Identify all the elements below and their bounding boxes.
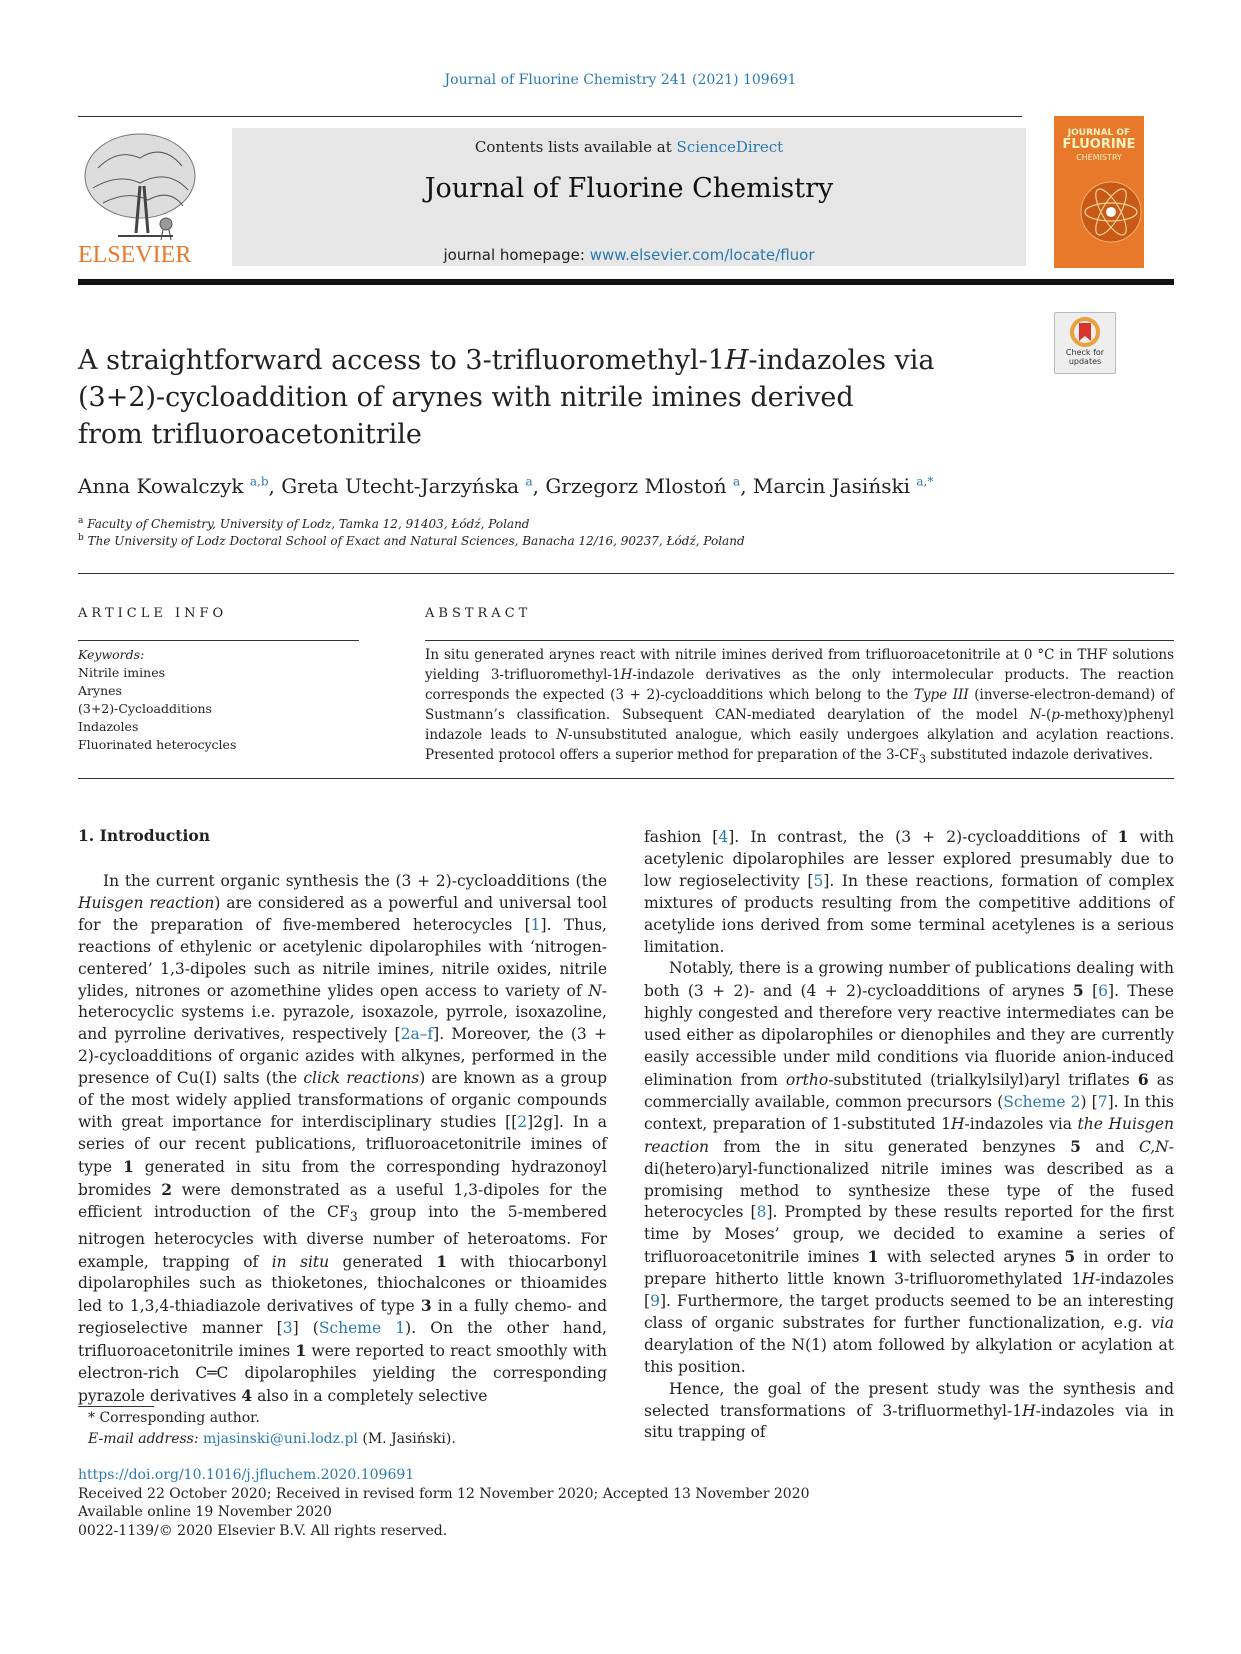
- citation-link[interactable]: 7: [1097, 1092, 1108, 1111]
- journal-cover-image[interactable]: [1054, 116, 1144, 268]
- check-for-updates-badge[interactable]: [1054, 312, 1116, 374]
- check-updates-text: [1055, 348, 1115, 366]
- sciencedirect-link[interactable]: ScienceDirect: [676, 138, 784, 156]
- contents-available-line: [232, 138, 1026, 156]
- footnote-mark: *: [88, 1410, 95, 1426]
- keyword: Fluorinated heterocycles: [78, 737, 237, 752]
- title-line-1a: A straightforward access to 3-trifluoromethyl-1: [78, 345, 725, 376]
- abstract-heading: ABSTRACT: [425, 606, 532, 621]
- article-info-heading: ARTICLE INFO: [78, 606, 228, 621]
- citation-link[interactable]: 8: [756, 1203, 767, 1222]
- citation-link[interactable]: 2: [517, 1112, 528, 1131]
- homepage-prefix: journal homepage:: [443, 246, 590, 264]
- divider: [78, 640, 359, 641]
- affiliation-text: The University of Lodz Doctoral School of Exact and Natural Sciences, Banacha 12/16, 90237, Łódź, Poland: [87, 534, 745, 548]
- keyword: Nitrile imines: [78, 665, 166, 680]
- title-italic-h: H: [724, 345, 749, 376]
- divider: [78, 778, 1174, 779]
- section-heading: 1. Introduction: [78, 826, 210, 845]
- paragraph: Hence, the goal of the present study was the synthesis and selected transformations of 3-trifluormethyl-1H-indazoles via in situ trapping of: [644, 1379, 1175, 1442]
- header-thick-rule: [78, 279, 1174, 285]
- keyword: Indazoles: [78, 719, 139, 734]
- elsevier-tree-icon: [78, 128, 202, 268]
- keywords-list: [78, 646, 236, 754]
- author-affil-sup[interactable]: a: [525, 474, 533, 489]
- doi-link[interactable]: https://doi.org/10.1016/j.jfluchem.2020.109691: [78, 1467, 415, 1483]
- available-online-date: Available online 19 November 2020: [78, 1504, 332, 1520]
- author-separator: ,: [740, 474, 753, 498]
- publication-info: [78, 1466, 810, 1540]
- author-affil-sup[interactable]: a,: [916, 474, 928, 489]
- paragraph: fashion [4]. In contrast, the (3 + 2)-cycloadditions of 1 with acetylenic dipolarophiles are lesser explored presumably due to low regioselectivity [5]. In these reactions, formation of complex mixtures of products resulting from the competitive additions of acetylide ions derived from some terminal acetylenes is a serious limitation.: [644, 827, 1175, 956]
- divider: [78, 573, 1174, 574]
- citation-link[interactable]: 1: [530, 915, 541, 934]
- keywords-label: Keywords:: [78, 647, 145, 662]
- title-line-3: from trifluoroacetonitrile: [78, 419, 422, 450]
- affiliation-label: b: [78, 533, 84, 543]
- body-column-right: [644, 826, 1174, 1444]
- publisher-logo-text: ELSEVIER: [78, 242, 192, 268]
- author-separator: ,: [532, 474, 546, 498]
- journal-title: Journal of Fluorine Chemistry: [424, 173, 834, 204]
- homepage-link[interactable]: www.elsevier.com/locate/fluor: [589, 246, 815, 264]
- title-line-2: (3+2)-cycloaddition of arynes with nitrile imines derived: [78, 382, 854, 413]
- divider: [425, 640, 1174, 641]
- email-owner: (M. Jasiński).: [357, 1431, 456, 1447]
- bookmark-icon: [1055, 315, 1115, 349]
- article-title: [78, 342, 978, 453]
- abstract-text: In situ generated arynes react with nitrile imines derived from trifluoroacetonitrile at 0 °C in THF solutions yielding 3-trifluoromethyl-1H-indazole derivatives as the only intermolecular products. The reaction corresponds the expected (3 + 2)-cycloadditions which belong to the Type III (inverse-electron-demand) of Sustmann’s classification. Subsequent CAN-mediated dearylation of the model N-(p-methoxy)phenyl indazole leads to N-unsubstituted analogue, which easily undergoes alkylation and acylation reactions. Presented protocol offers a superior method for preparation of the $3-CF_3$ substituted indazole derivatives.: [425, 647, 1174, 766]
- elsevier-logo: [78, 128, 202, 268]
- paragraph: In the current organic synthesis the (3 + 2)-cycloadditions (the Huisgen reaction) are considered as a powerful and universal tool for the preparation of five-membered heterocycles [1]. Thus, reactions of ethylenic or acetylenic dipolarophiles with ‘nitrogen-centered’ 1,3-dipoles such as nitrile imines, nitrile oxides, nitrile ylides, nitrones or azomethine ylides open access to variety of N-heterocyclic systems i.e. pyrazole, isoxazole, pyrrole, isoxazoline, and pyrroline derivatives, respectively [2a–f]. Moreover, the (3 + 2)-cycloadditions of organic azides with alkynes, performed in the presence of Cu(I) salts (the click reactions) are known as a group of the most widely applied transformations of organic compounds with great importance for interdisciplinary studies [[2]2g]. In a series of our recent publications, trifluoroacetonitrile imines of type 1 generated in situ from the corresponding hydrazonoyl bromides 2 were demonstrated as a useful 1,3-dipoles for the efficient introduction of the $CF_3$ group into the 5-membered nitrogen heterocycles with diverse number of heteroatoms. For example, trapping of in situ generated 1 with thiocarbonyl dipolarophiles such as thioketones, thiochalcones or thioamides led to 1,3,4-thiadiazole derivatives of type 3 in a fully chemo- and regioselective manner [3] (Scheme 1). On the other hand, trifluoroacetonitrile imines 1 were reported to react smoothly with electron-rich C═C dipolarophiles yielding the corresponding pyrazole derivatives 4 also in a completely selective: [78, 872, 608, 1405]
- atom-icon: [1054, 116, 1144, 268]
- check-updates-line-1: Check for: [1065, 348, 1105, 357]
- corresponding-author-footnote: [88, 1408, 456, 1450]
- cover-line-1: JOURNAL OF: [1067, 128, 1131, 138]
- scheme-link[interactable]: Scheme 1: [318, 1319, 406, 1338]
- title-line-1b: -indazoles via: [748, 345, 935, 376]
- citation-link[interactable]: 3: [282, 1319, 293, 1338]
- affiliation-b: [78, 533, 745, 548]
- cover-line-3: CHEMISTRY: [1076, 153, 1122, 162]
- corresponding-mark[interactable]: *: [927, 474, 934, 489]
- affiliation-label: a: [78, 516, 84, 526]
- journal-homepage-line: [232, 246, 1026, 264]
- journal-banner: [232, 128, 1026, 266]
- body-column-left: [78, 871, 607, 1408]
- check-updates-line-2: updates: [1068, 357, 1102, 366]
- contents-prefix: Contents lists available at: [474, 138, 677, 156]
- author-list: [78, 474, 933, 498]
- keyword: (3+2)-Cycloadditions: [78, 701, 212, 716]
- journal-citation-link[interactable]: Journal of Fluorine Chemistry 241 (2021) 109691: [444, 72, 797, 88]
- email-label: E-mail address:: [88, 1431, 199, 1447]
- citation-link[interactable]: 4: [718, 828, 729, 846]
- received-dates: Received 22 October 2020; Received in revised form 12 November 2020; Accepted 13 November 2020: [78, 1485, 810, 1502]
- citation-link[interactable]: 6: [1098, 982, 1109, 1001]
- paragraph: Notably, there is a growing number of publications dealing with both (3 + 2)- and (4 + 2)-cycloadditions of arynes 5 [6]. These highly congested and therefore very reactive intermediates can be used either as dipolarophiles or dienophiles and they are currently easily accessible under mild conditions via fluoride anion-induced elimination from ortho-substituted (trialkylsilyl)aryl triflates 6 as commercially available, common precursors (Scheme 2) [7]. In this context, preparation of 1-substituted 1H-indazoles via the Huisgen reaction from the in situ generated benzynes 5 and C,N-di(hetero)aryl-functionalized nitrile imines was described as a promising method to synthesize these type of the fused heterocycles [8]. Prompted by these results reported for the first time by Moses’ group, we decided to examine a series of trifluoroacetonitrile imines 1 with selected arynes 5 in order to prepare hitherto little known 3-trifluoromethylated 1H-indazoles [9]. Furthermore, the target products seemed to be an interesting class of organic substrates for further functionalization, e.g. via dearylation of the N(1) atom followed by alkylation or acylation at this position.: [644, 959, 1175, 1376]
- author-name: Anna Kowalczyk: [78, 474, 244, 498]
- affiliation-text: Faculty of Chemistry, University of Lodz, Tamka 12, 91403, Łódź, Poland: [87, 517, 530, 531]
- citation-link[interactable]: 5: [813, 871, 824, 890]
- author-affil-sup[interactable]: a: [733, 474, 741, 489]
- copyright-line: 0022-1139/© 2020 Elsevier B.V. All rights reserved.: [78, 1522, 448, 1539]
- keyword: Arynes: [78, 683, 122, 698]
- footnote-rule: [78, 1406, 154, 1407]
- cover-line-2: FLUORINE: [1062, 137, 1136, 152]
- author-separator: ,: [268, 474, 282, 498]
- affiliation-a: [78, 516, 529, 531]
- author-affil-sup[interactable]: a,b: [249, 474, 269, 489]
- footnote-text: Corresponding author.: [99, 1410, 260, 1426]
- scheme-link[interactable]: Scheme 2: [1003, 1092, 1081, 1111]
- author-name: Greta Utecht-Jarzyńska: [281, 474, 520, 498]
- email-link[interactable]: mjasinski@uni.lodz.pl: [203, 1431, 358, 1447]
- header-top-rule: [78, 116, 1022, 117]
- author-name: Marcin Jasiński: [752, 474, 910, 498]
- citation-link[interactable]: 9: [650, 1292, 660, 1311]
- citation-link[interactable]: 2a–f: [400, 1025, 434, 1044]
- author-name: Grzegorz Mlostoń: [545, 474, 727, 498]
